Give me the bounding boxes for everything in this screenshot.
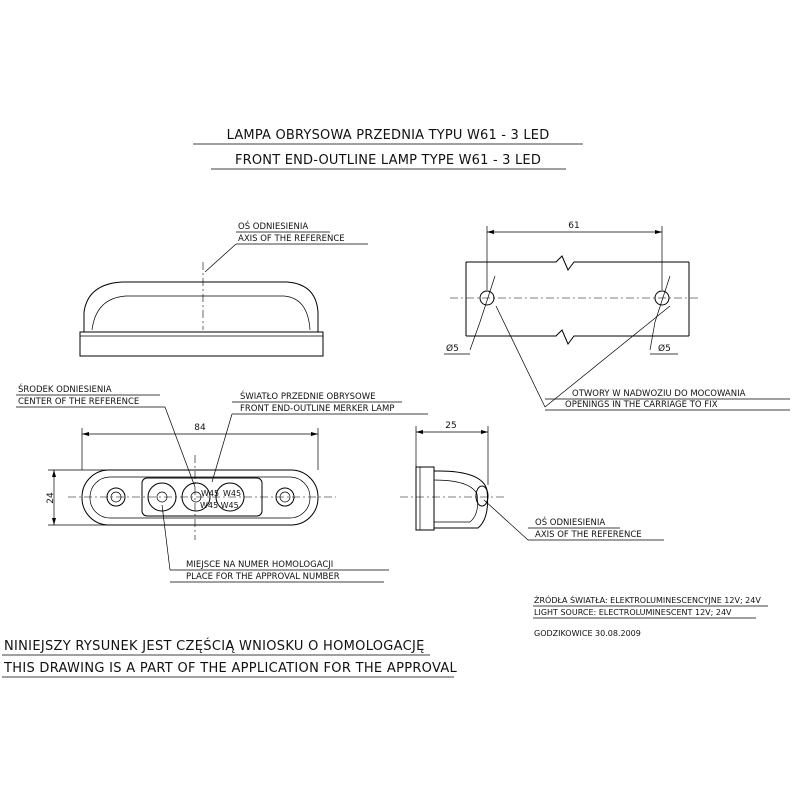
lamp-marking-1: W45: [201, 489, 220, 498]
dim-hole-right: Ø5: [658, 344, 671, 354]
homolog-label-pl: MIEJSCE NA NUMER HOMOLOGACJI: [186, 560, 334, 570]
center-label-en: CENTER OF THE REFERENCE: [18, 397, 140, 407]
mounting-holes-view: [444, 221, 790, 410]
side-view-top: [80, 220, 368, 356]
approval-notes: [2, 638, 458, 677]
source-spec-pl: ŹRÓDŁA ŚWIATŁA: ELEKTROLUMINESCENCYJNE 12V; 24V: [534, 596, 761, 605]
source-spec-en: LIGHT SOURCE: ELECTROLUMINESCENT 12V; 24V: [534, 608, 732, 617]
specs-block: [533, 594, 768, 638]
lamp-marking-2: W45: [223, 489, 242, 498]
dim-61: 61: [568, 221, 580, 231]
dim-25: 25: [445, 421, 457, 431]
light-label-en: FRONT END-OUTLINE MERKER LAMP: [240, 404, 395, 414]
place-date: GODZIKOWICE 30.08.2009: [534, 629, 641, 638]
axis-top-label-pl: OŚ ODNIESIENIA: [238, 222, 309, 232]
dim-84: 84: [194, 423, 206, 433]
side-view-depth: [400, 421, 664, 540]
title-line-1: LAMPA OBRYSOWA PRZEDNIA TYPU W61 - 3 LED: [226, 128, 550, 143]
axis-side-label-pl: OŚ ODNIESIENIA: [535, 518, 606, 528]
light-label-pl: ŚWIATŁO PRZEDNIE OBRYSOWE: [240, 392, 376, 402]
center-label-pl: ŚRODEK ODNIESIENIA: [18, 385, 112, 395]
drawing-title: [193, 128, 583, 169]
lamp-marking-3: W45 W45: [200, 501, 239, 510]
note-pl: NINIEJSZY RYSUNEK JEST CZĘŚCIĄ WNIOSKU O HOMOLOGACJĘ: [4, 639, 425, 654]
title-line-2: FRONT END-OUTLINE LAMP TYPE W61 - 3 LED: [234, 153, 542, 168]
holes-label-pl: OTWORY W NADWOZIU DO MOCOWANIA: [572, 389, 746, 399]
homolog-label-en: PLACE FOR THE APPROVAL NUMBER: [186, 572, 340, 582]
note-en: THIS DRAWING IS A PART OF THE APPLICATION FOR THE APPROVAL: [4, 661, 458, 676]
dim-24: 24: [46, 492, 56, 504]
holes-label-en: OPENINGS IN THE CARRIAGE TO FIX: [565, 400, 718, 410]
axis-side-label-en: AXIS OF THE REFERENCE: [535, 530, 642, 540]
dim-hole-left: Ø5: [446, 344, 459, 354]
axis-top-label-en: AXIS OF THE REFERENCE: [238, 234, 345, 244]
front-view: [16, 383, 428, 582]
